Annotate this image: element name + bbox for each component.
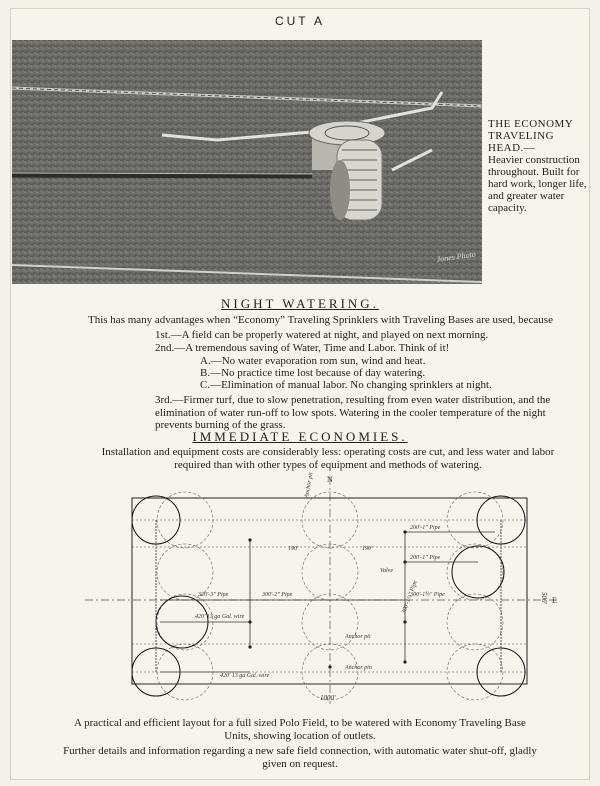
night-watering-heading: NIGHT WATERING. bbox=[221, 296, 379, 311]
sprinkler-photo bbox=[12, 40, 482, 284]
label-300-2in-pipe: 300'-2" Pipe bbox=[262, 592, 293, 598]
night-watering-intro: This has many advantages when “Economy” Traveling Sprinklers with Traveling Bases are used, because bbox=[88, 314, 553, 326]
label-300-1half-pipe: 300'-1½" Pipe bbox=[410, 592, 445, 598]
dim-190-right: 190' bbox=[362, 546, 373, 552]
immediate-economies-heading: IMMEDIATE ECONOMIES. bbox=[192, 429, 408, 444]
sprinkler-circles bbox=[132, 496, 525, 696]
label-anchor-pin: Anchor pin bbox=[345, 665, 372, 671]
advantage-3: 3rd.—Firmer turf, due to slow penetration, resulting from even water distribution, and the elimination of water run-off to low spots. Watering in the cooler temperature of the night prevents burning of the grass. bbox=[155, 394, 551, 431]
advantage-2a: A.—No water evaporation rom sun, wind and heat. bbox=[200, 355, 426, 367]
dim-1000: 1000' bbox=[320, 694, 336, 702]
photo-illustration bbox=[12, 40, 482, 284]
cut-label: CUT A bbox=[274, 14, 326, 28]
advantage-2c: C.—Elimination of manual labor. No changing sprinklers at night. bbox=[200, 379, 492, 391]
footer-caption: A practical and efficient layout for a full sized Polo Field, to be watered with Economy Traveling Base Units, showing location of outlets. bbox=[74, 717, 526, 742]
north-marker: N bbox=[327, 475, 333, 484]
dim-190-left: 190' bbox=[288, 546, 299, 552]
dim-500: 500' bbox=[540, 592, 548, 604]
layout-svg bbox=[80, 472, 580, 707]
field-boundary bbox=[132, 498, 527, 684]
label-valve: Valve bbox=[380, 568, 393, 574]
label-420-wire-bottom: 420' 13 ga Gal. wire bbox=[220, 673, 270, 679]
label-420-wire-top: 420' 13 ga Gal. wire bbox=[195, 614, 245, 620]
immediate-economies-body: Installation and equipment costs are considerably less: operating costs are cut, and less water and labor required than with other types of equipment and methods of watering. bbox=[101, 446, 555, 471]
outlet-points bbox=[248, 530, 406, 668]
label-300-1half-pipe-b: 300'-1½" Pipe bbox=[401, 579, 419, 615]
caption-title: THE ECONOMY TRAVELING HEAD.— bbox=[488, 118, 573, 154]
footer-details: Further details and information regarding a new safe field connection, with automatic water shut-off, gladly given on request. bbox=[63, 745, 537, 770]
label-320-3in-pipe: 320'-3" Pipe bbox=[198, 592, 229, 598]
label-anchor-pit-north: Anchor pit bbox=[304, 472, 315, 499]
advantage-1: 1st.—A field can be properly watered at night, and played on next morning. bbox=[155, 329, 489, 341]
advantage-2: 2nd.—A tremendous saving of Water, Time and Labor. Think of it! bbox=[155, 342, 450, 354]
east-marker: E bbox=[552, 596, 557, 605]
label-200-pipe-mid: 200'-1" Pipe bbox=[410, 555, 441, 561]
label-200-pipe-top: 200'-1" Pipe bbox=[410, 525, 441, 531]
advantage-2b: B.—No practice time lost because of day watering. bbox=[200, 367, 426, 379]
photo-caption bbox=[488, 118, 588, 214]
photo-watermark: Jones Photo bbox=[436, 249, 477, 264]
label-anchor-pit: Anchor pit bbox=[345, 634, 371, 640]
polo-field-layout-diagram bbox=[80, 472, 580, 707]
caption-body: Heavier construction throughout. Built for hard work, longer life, and greater water capacity. bbox=[488, 154, 587, 214]
